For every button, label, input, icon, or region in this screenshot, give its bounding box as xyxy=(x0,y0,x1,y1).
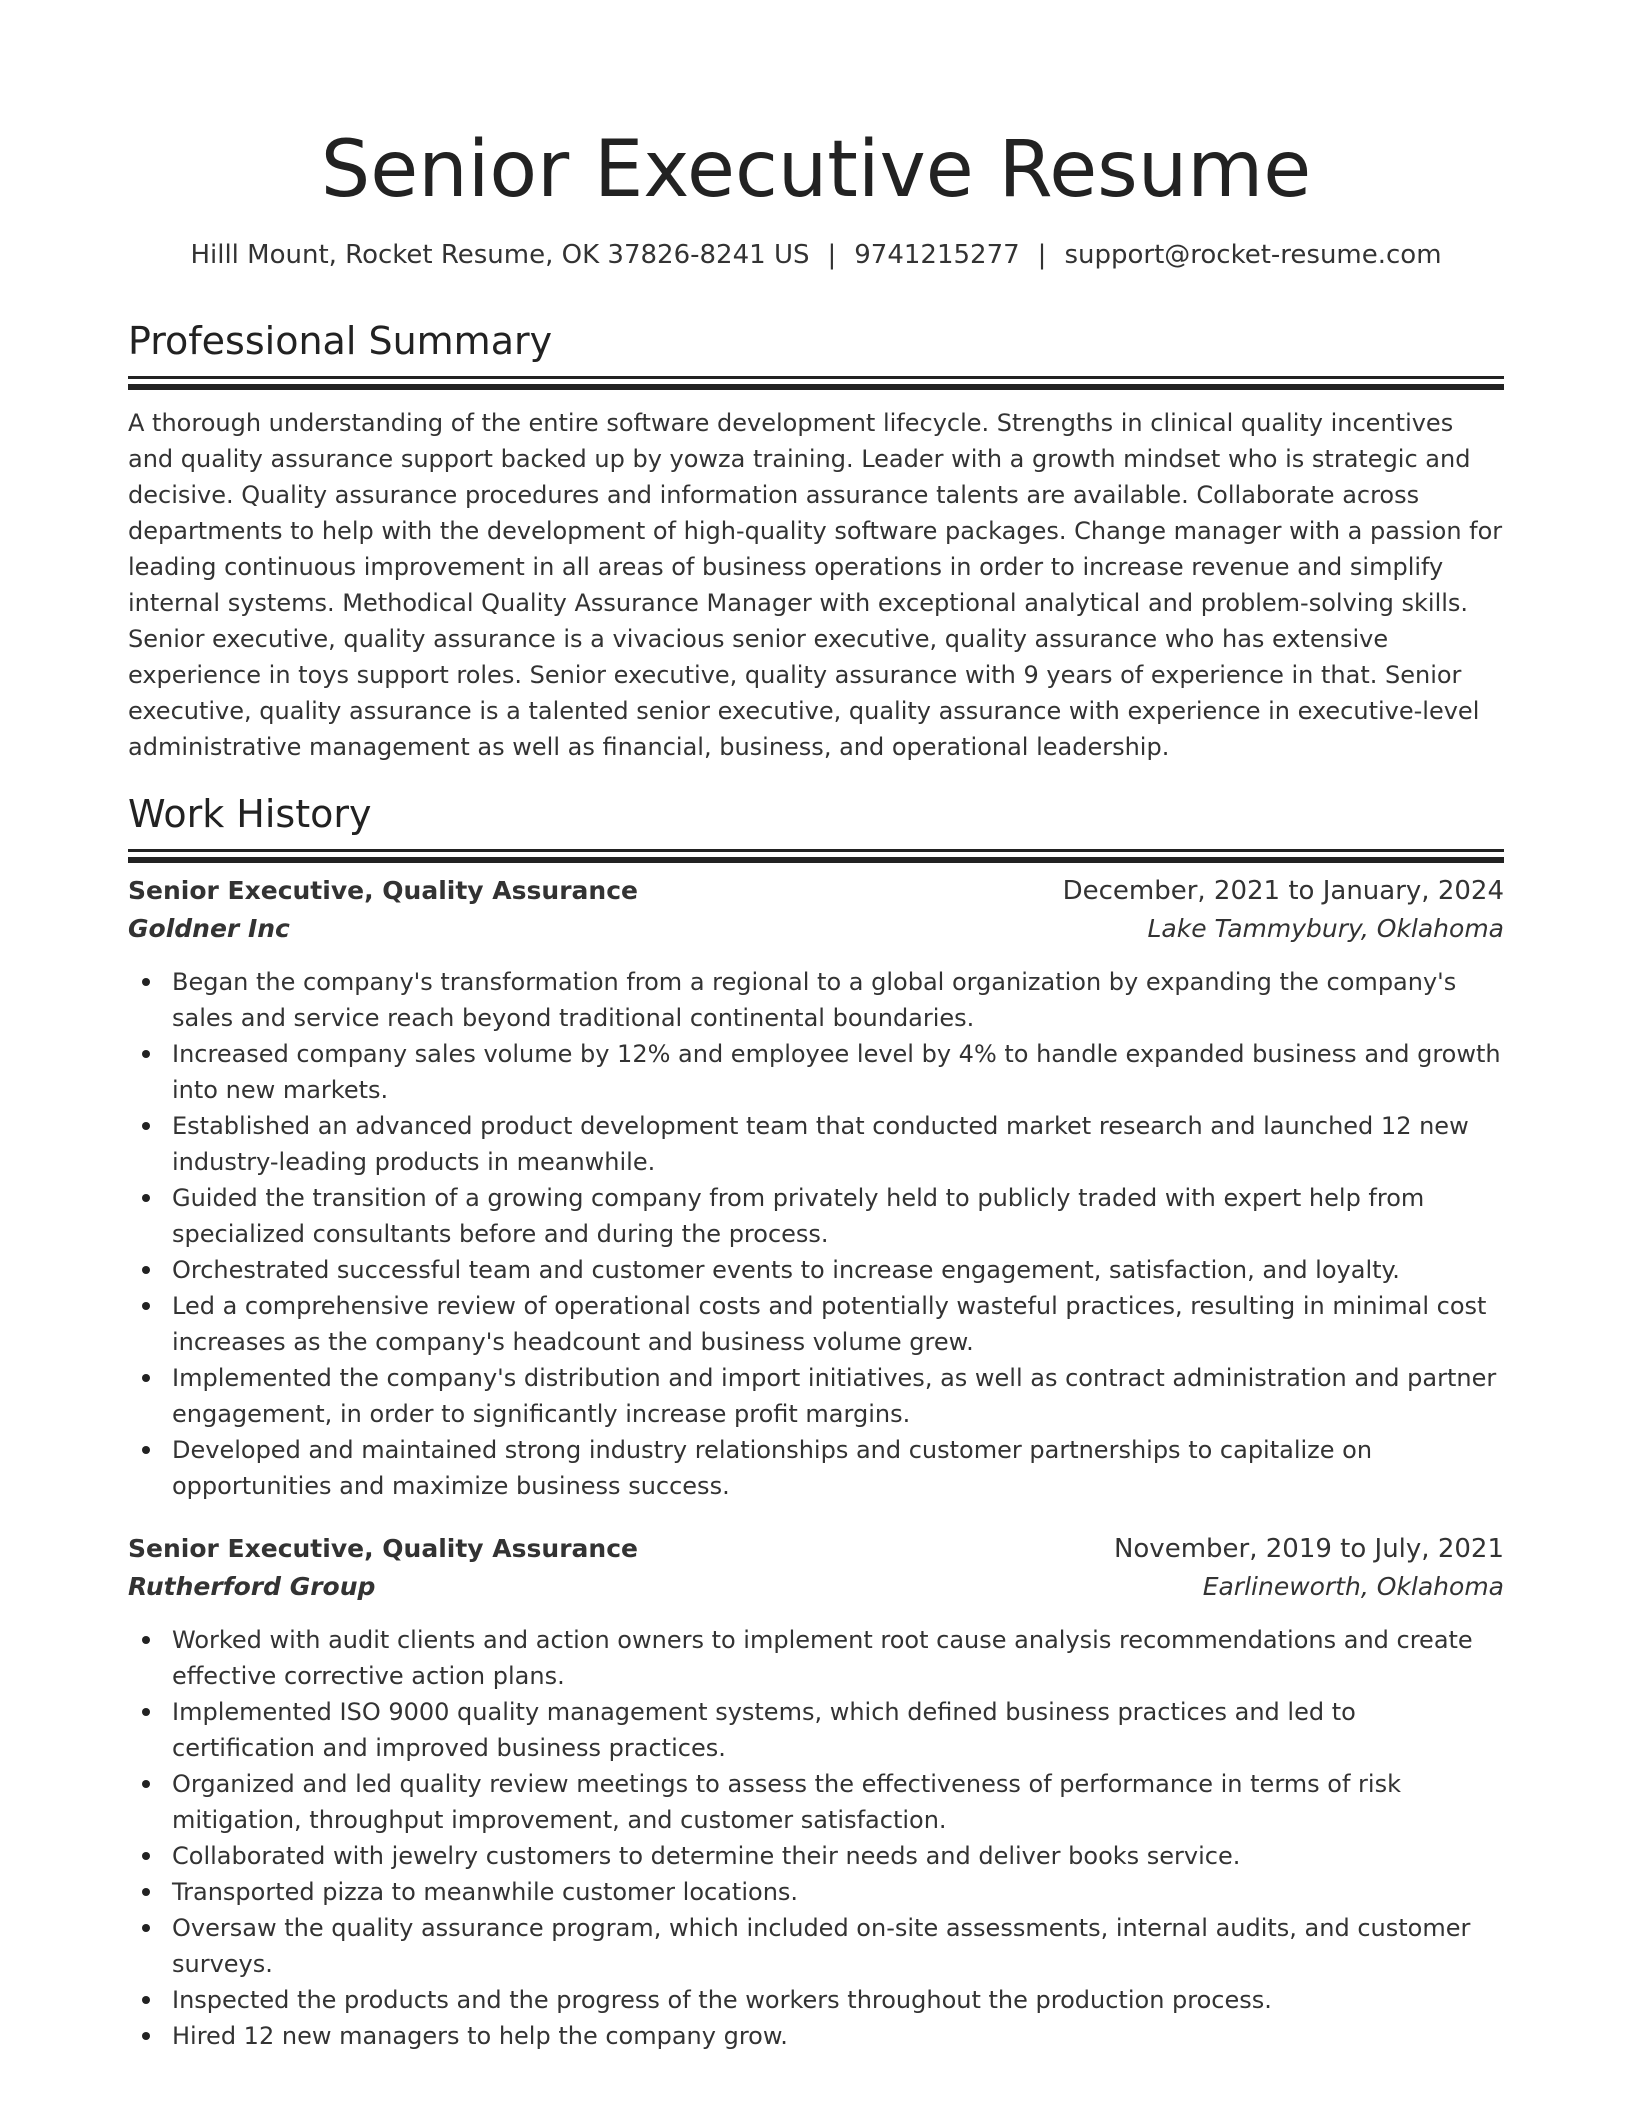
job-entry xyxy=(128,1530,1504,2054)
job-bullet: Developed and maintained strong industry relationships and customer partnerships to capitalize on opportunities and maximize business success. xyxy=(128,1432,1504,1504)
job-bullet-list xyxy=(128,1622,1504,2054)
job-company-row xyxy=(128,1568,1504,1606)
job-bullet: Increased company sales volume by 12% and employee level by 4% to handle expanded business and growth into new markets. xyxy=(128,1036,1504,1108)
job-bullet: Worked with audit clients and action owners to implement root cause analysis recommendations and create effective corrective action plans. xyxy=(128,1622,1504,1694)
job-bullet: Hired 12 new managers to help the company grow. xyxy=(128,2018,1504,2054)
job-bullet-list xyxy=(128,964,1504,1504)
contact-separator: | xyxy=(1037,240,1047,270)
resume-title: Senior Executive Resume xyxy=(320,125,1312,215)
job-bullet: Organized and led quality review meetings to assess the effectiveness of performance in terms of risk mitigation, throughput improvement, and customer satisfaction. xyxy=(128,1766,1504,1838)
job-bullet: Transported pizza to meanwhile customer locations. xyxy=(128,1874,1504,1910)
job-dates: December, 2021 to January, 2024 xyxy=(1062,876,1504,906)
job-bullet: Oversaw the quality assurance program, which included on-site assessments, internal audits, and customer surveys. xyxy=(128,1910,1504,1982)
contact-address: Hilll Mount, Rocket Resume, OK 37826-8241 US xyxy=(190,240,810,270)
contact-line xyxy=(128,238,1504,272)
section-divider xyxy=(128,376,1504,379)
job-entry xyxy=(128,872,1504,1504)
job-title: Senior Executive, Quality Assurance xyxy=(128,876,638,905)
job-bullet: Established an advanced product development team that conducted market research and launched 12 new industry-leading products in meanwhile. xyxy=(128,1108,1504,1180)
contact-email: support@rocket-resume.com xyxy=(1064,240,1442,270)
contact-separator: | xyxy=(827,240,837,270)
job-header-row xyxy=(128,872,1504,910)
job-company-row xyxy=(128,910,1504,948)
job-location: Earlineworth, Oklahoma xyxy=(1202,1572,1504,1601)
job-bullet: Guided the transition of a growing company from privately held to publicly traded with expert help from specialized consultants before and during the process. xyxy=(128,1180,1504,1252)
job-bullet: Led a comprehensive review of operational costs and potentially wasteful practices, resulting in minimal cost increases as the company's headcount and business volume grew. xyxy=(128,1288,1504,1360)
job-location: Lake Tammybury, Oklahoma xyxy=(1147,914,1504,943)
job-bullet: Orchestrated successful team and customer events to increase engagement, satisfaction, and loyalty. xyxy=(128,1252,1504,1288)
job-company: Rutherford Group xyxy=(128,1572,376,1601)
job-bullet: Began the company's transformation from a regional to a global organization by expanding the company's sales and service reach beyond traditional continental boundaries. xyxy=(128,964,1504,1036)
job-company: Goldner Inc xyxy=(128,914,290,943)
job-dates: November, 2019 to July, 2021 xyxy=(1113,1534,1504,1564)
job-bullet: Implemented ISO 9000 quality management systems, which defined business practices and led to certification and improved business practices. xyxy=(128,1694,1504,1766)
resume-page xyxy=(128,0,1504,2054)
work-history-section xyxy=(128,791,1504,2054)
professional-summary-section xyxy=(128,318,1504,765)
job-bullet: Implemented the company's distribution and import initiatives, as well as contract administration and partner engagement, in order to significantly increase profit margins. xyxy=(128,1360,1504,1432)
summary-text: A thorough understanding of the entire software development lifecycle. Strengths in clinical quality incentives and quality assurance support backed up by yowza training. Leader with a growth mindset who is strategic and decisive. Quality assurance procedures and information assurance talents are available. Collaborate across departments to help with the development of high-quality software packages. Change manager with a passion for leading continuous improvement in all areas of business operations in order to increase revenue and simplify internal systems. Methodical Quality Assurance Manager with exceptional analytical and problem-solving skills. Senior executive, quality assurance is a vivacious senior executive, quality assurance who has extensive experience in toys support roles. Senior executive, quality assurance with 9 years of experience in that. Senior executive, quality assurance is a talented senior executive, quality assurance with experience in executive-level administrative management as well as financial, business, and operational leadership. xyxy=(128,409,1503,761)
job-bullet: Inspected the products and the progress of the workers throughout the production process. xyxy=(128,1982,1504,2018)
contact-phone: 9741215277 xyxy=(854,240,1020,270)
section-heading-work: Work History xyxy=(128,792,372,836)
job-bullet: Collaborated with jewelry customers to determine their needs and deliver books service. xyxy=(128,1838,1504,1874)
section-heading-summary: Professional Summary xyxy=(128,319,553,363)
section-divider xyxy=(128,849,1504,852)
job-title: Senior Executive, Quality Assurance xyxy=(128,1534,638,1563)
job-header-row xyxy=(128,1530,1504,1568)
